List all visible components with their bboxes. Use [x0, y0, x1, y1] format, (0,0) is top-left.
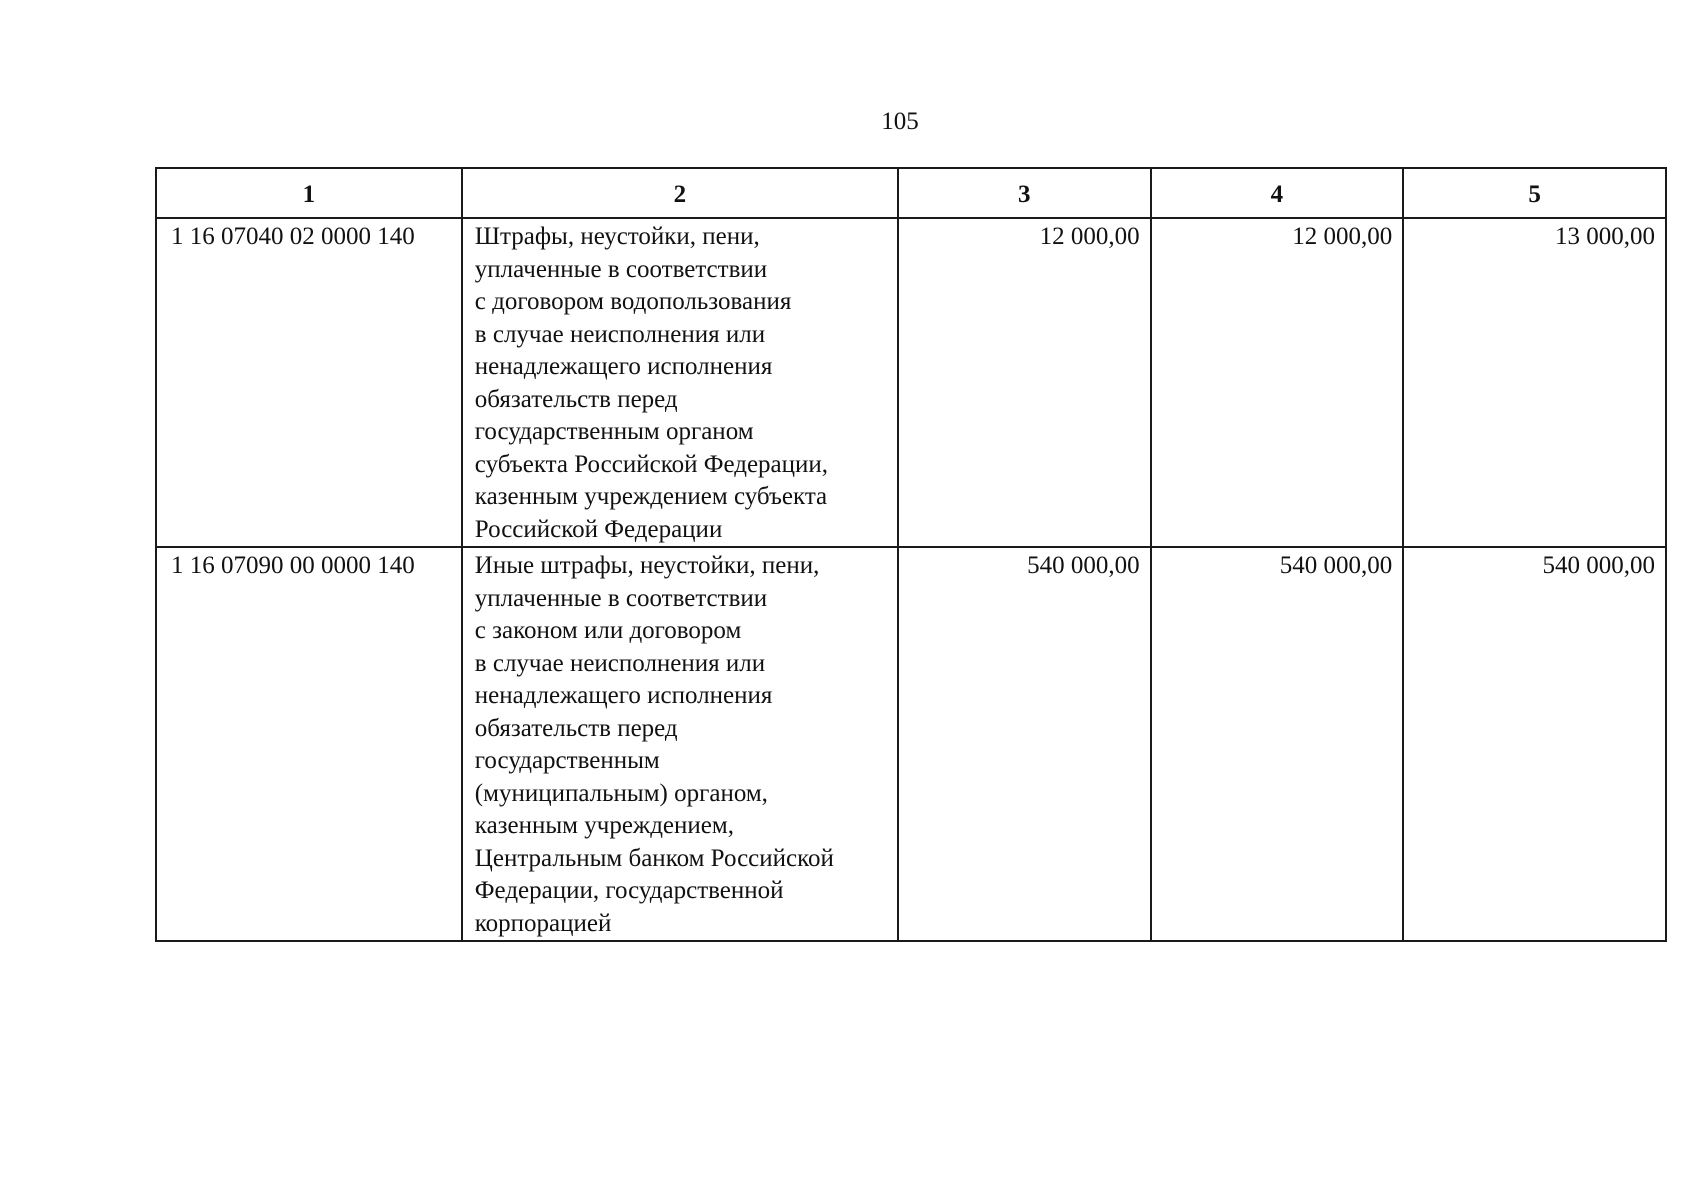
description-line: в случае неисполнения или	[474, 320, 766, 348]
description-line: с законом или договором	[474, 617, 742, 644]
description-line: (муниципальным) органом,	[474, 779, 768, 807]
description-line: государственным	[474, 747, 660, 774]
column-header-1: 1	[156, 168, 462, 218]
amount-col4-cell: 12 000,00	[1151, 218, 1404, 547]
description-line: корпорацией	[474, 909, 612, 937]
page-number: 105	[881, 108, 919, 135]
amount-col3-cell: 540 000,00	[898, 547, 1151, 941]
description-line: обязательств перед	[474, 385, 678, 413]
description-line: обязательств перед	[474, 714, 678, 742]
amount-col5-cell: 540 000,00	[1403, 547, 1666, 941]
budget-code-cell: 1 16 07040 02 0000 140	[156, 218, 462, 547]
description-line: ненадлежащего исполнения	[474, 682, 773, 709]
column-header-2: 2	[462, 168, 898, 218]
description-cell	[462, 218, 898, 547]
description-line: Иные штрафы, неустойки, пени,	[474, 552, 820, 579]
description-line: в случае неисполнения или	[474, 649, 766, 677]
column-header-4: 4	[1151, 168, 1404, 218]
description-line: субъекта Российской Федерации,	[474, 450, 829, 478]
budget-code-cell: 1 16 07090 00 0000 140	[156, 547, 462, 941]
description-cell	[462, 547, 898, 941]
description-line: Штрафы, неустойки, пени,	[474, 223, 760, 250]
description-line: ненадлежащего исполнения	[474, 353, 773, 380]
amount-col4-cell: 540 000,00	[1151, 547, 1404, 941]
description-line: казенным учреждением субъекта	[474, 483, 828, 510]
description-line: с договором водопользования	[474, 288, 792, 315]
description-line: Российской Федерации	[474, 515, 723, 543]
amount-col5-cell: 13 000,00	[1403, 218, 1666, 547]
amount-col3-cell: 12 000,00	[898, 218, 1151, 547]
column-header-3: 3	[898, 168, 1151, 218]
budget-table	[155, 167, 1667, 942]
description-line: государственным органом	[474, 418, 754, 445]
description-line: Федерации, государственной	[474, 877, 784, 904]
table-row	[156, 547, 1666, 941]
column-header-5: 5	[1403, 168, 1666, 218]
description-line: Центральным банком Российской	[474, 844, 834, 872]
description-line: уплаченные в соответствии	[474, 255, 768, 283]
description-line: уплаченные в соответствии	[474, 584, 768, 612]
table-row	[156, 218, 1666, 547]
table-header-row	[156, 168, 1666, 218]
description-line: казенным учреждением,	[474, 812, 734, 839]
